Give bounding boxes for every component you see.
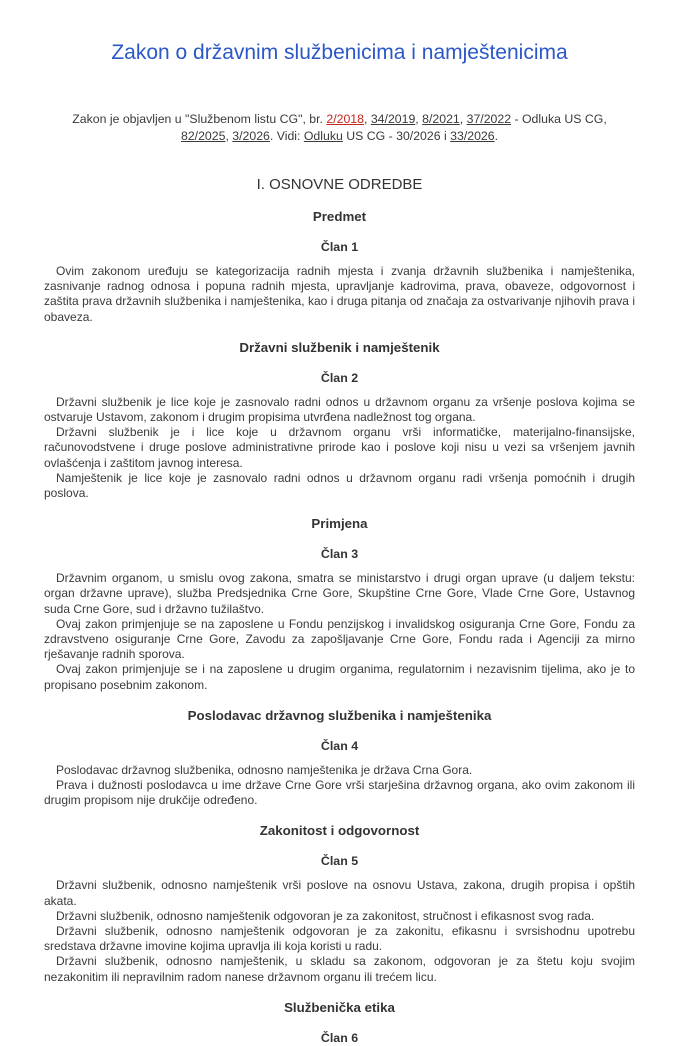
publication-text: , (415, 112, 423, 126)
paragraph: Državni službenik, odnosno namještenik odgovoran je za zakonitu, efikasnu i svrsishodnu upotrebu sredstava državne imovine kojima upravlja ili koja koristi u radu. (44, 924, 635, 954)
publication-text: US CG - 30/2026 i (342, 128, 451, 143)
gazette-link[interactable]: 33/2026 (450, 128, 495, 143)
section-heading: Službenička etika (284, 999, 395, 1015)
article-heading: Član 5 (320, 854, 359, 869)
paragraph: Ovim zakonom uređuju se kategorizacija radnih mjesta i zvanja državnih službenika i namještenika, zasnivanje radnog odnosa i popuna radnih mjesta, upravljanje kadrovima, prava, obaveze, odgovornost i zaštita prava državnih službenika i namještenika, kao i druga pitanja od značaja za ostvarivanje njihovih prava i obaveza. (44, 264, 635, 324)
section-heading: Državni službenik i namještenik (239, 339, 440, 355)
paragraph: Državni službenik, odnosno namještenik, u skladu sa zakonom, odgovoran je za štetu koju svojim nezakonitim ili nepravilnim radom nanese državnom organu ili trećem licu. (44, 954, 635, 984)
publication-text: , (225, 128, 233, 143)
paragraph: Državnim organom, u smislu ovog zakona, smatra se ministarstvo i drugi organ uprave (u daljem tekstu: organ državne uprave), služba Predsjednika Crne Gore, Skupštine Crne Gore, Vlade Crne Gore, Ustavnog suda Crne Gore, sud i državno tužilaštvo. (44, 571, 635, 616)
gazette-link[interactable]: Odluku (303, 128, 343, 143)
paragraph: Državni službenik, odnosno namještenik vrši poslove na osnovu Ustava, zakona, drugih propisa i opštih akata. (44, 878, 635, 908)
publication-line (67, 111, 612, 144)
paragraph: Državni službenik je lice koje je zasnovalo radni odnos u državnom organu za vršenje poslova kojima se ostvaruje Ustavom, zakonom i drugim propisima utvrđena nadležnost tog organa. (44, 394, 635, 425)
article-heading: Član 4 (320, 738, 359, 753)
section-heading: Poslodavac državnog službenika i namještenika (187, 707, 492, 723)
section-heading: Predmet (312, 209, 367, 224)
paragraph: Namještenik je lice koje je zasnovalo radni odnos u državnom organu radi vršenja pomoćnih i drugih poslova. (44, 470, 635, 501)
article-heading: Član 6 (320, 1030, 359, 1045)
paragraph: Ovaj zakon primjenjuje se i na zaposlene u drugim organima, regulatornim i nezavisnim tijelima, ako je to propisano posebnim zakonom. (44, 662, 635, 692)
gazette-link[interactable]: 8/2021 (422, 112, 460, 126)
article-heading: Član 2 (320, 370, 359, 385)
gazette-link[interactable]: 82/2025 (180, 128, 226, 143)
document-title: Zakon o državnim službenicima i namještenicima (111, 41, 568, 64)
paragraph: Prava i dužnosti poslodavca u ime države Crne Gore vrši starješina državnog organa, ako ovim zakonom ili drugim propisom nije drukčije određeno. (44, 778, 635, 808)
section-heading: Zakonitost i odgovornost (259, 823, 420, 839)
paragraph: Poslodavac državnog službenika, odnosno namještenika je država Crna Gora. (56, 762, 473, 777)
gazette-link[interactable]: 37/2022 (466, 112, 512, 126)
publication-text: - Odluka US CG, (511, 112, 607, 126)
section-heading: Primjena (311, 516, 368, 532)
gazette-link[interactable]: 34/2019 (370, 112, 416, 126)
part-heading: I. OSNOVNE ODREDBE (256, 176, 423, 193)
paragraph: Ovaj zakon primjenjuje se na zaposlene u Fondu penzijskog i invalidskog osiguranja Crne Gore, Fondu za zdravstveno osiguranje Crne Gore, Zavodu za zapošljavanje Crne Gore, Fondu rada i Agenciji za mirno rješavanje radnih sporova. (44, 616, 635, 662)
publication-text: , (459, 112, 467, 126)
gazette-link[interactable]: 3/2026 (232, 128, 270, 143)
article-heading: Član 1 (320, 240, 359, 254)
paragraph: Državni službenik, odnosno namještenik odgovoran je za zakonitost, stručnost i efikasnost svog rada. (56, 908, 595, 923)
document-body (44, 175, 635, 1046)
publication-text: . Vidi: (269, 128, 304, 143)
gazette-link[interactable]: 2/2018 (326, 112, 364, 126)
publication-text: , (364, 112, 371, 126)
article-heading: Član 3 (320, 547, 359, 562)
publication-text: Zakon je objavljen u "Službenom listu CG", br. (72, 112, 327, 126)
paragraph: Državni službenik je i lice koje u državnom organu vrši informatičke, materijalno-finansijske, računovodstvene i druge poslove administrativne prirode kao i poslove koji nisu u vezi sa vršenjem javnih ovlašćenja i zaštitom javnog interesa. (44, 425, 635, 470)
publication-text: . (494, 128, 499, 143)
